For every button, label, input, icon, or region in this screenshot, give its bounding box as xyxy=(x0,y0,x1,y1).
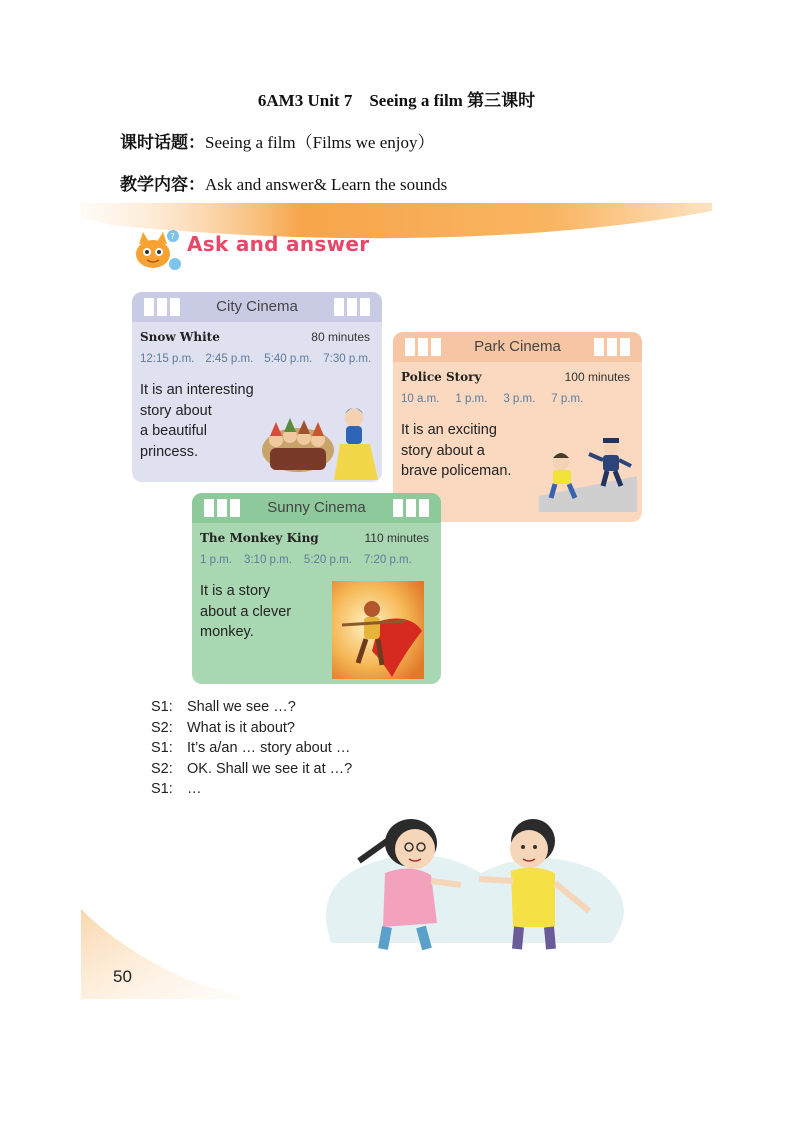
desc-line: a beautiful xyxy=(140,423,207,439)
showtime: 1 p.m. xyxy=(455,393,488,405)
showtime: 5:40 p.m. xyxy=(264,353,313,365)
cinema-name: City Cinema xyxy=(216,298,298,315)
showtime: 3 p.m. xyxy=(503,393,536,405)
dialogue-text: … xyxy=(187,781,202,797)
dialogue-line xyxy=(151,697,352,718)
dialogue-line xyxy=(151,759,352,780)
cinema-name: Sunny Cinema xyxy=(267,499,366,516)
desc-line: It is a story xyxy=(200,583,271,599)
dialogue-line xyxy=(151,738,352,759)
showtime: 7 p.m. xyxy=(551,393,584,405)
showtime: 1 p.m. xyxy=(200,554,232,566)
topic-value: Seeing a film（Films we enjoy） xyxy=(205,133,435,152)
desc-line: It is an exciting xyxy=(401,422,497,438)
desc-line: about a clever xyxy=(200,603,292,620)
film-description xyxy=(140,380,254,462)
monkey-king-picture xyxy=(332,581,424,679)
dialogue-text: Shall we see …? xyxy=(187,699,296,715)
film-description xyxy=(200,581,291,643)
desc-line: monkey. xyxy=(200,624,254,640)
dwarfs-picture xyxy=(262,400,380,482)
desc-line: It is an interesting xyxy=(140,382,254,398)
speaker-label: S1: xyxy=(151,740,173,756)
corner-gradient-decoration xyxy=(81,909,251,999)
film-title: Snow White xyxy=(140,330,220,344)
speaker-label: S2: xyxy=(151,719,173,736)
content-line xyxy=(120,170,447,195)
showtime: 2:45 p.m. xyxy=(205,353,254,365)
film-strip-icon xyxy=(393,499,429,517)
cinema-name: Park Cinema xyxy=(474,338,561,355)
cinema-card-sunny xyxy=(192,493,441,684)
dialogue-text: It’s a/an … story about … xyxy=(187,740,351,756)
film-strip-icon xyxy=(594,338,630,356)
dialogue-line xyxy=(151,779,352,800)
showtimes xyxy=(140,353,378,365)
showtime: 5:20 p.m. xyxy=(303,554,352,566)
dialogue-text: What is it about? xyxy=(187,719,295,736)
desc-line: princess. xyxy=(140,443,199,460)
topic-label: 课时话题： xyxy=(120,133,205,152)
speaker-label: S1: xyxy=(151,781,173,797)
children-talking-picture xyxy=(311,803,631,953)
content-value: Ask and answer& Learn the sounds xyxy=(205,175,448,194)
policeman-picture xyxy=(539,436,637,512)
svg-text:?: ? xyxy=(170,232,175,241)
film-title: The Monkey King xyxy=(200,531,319,545)
desc-line: story about xyxy=(140,402,212,419)
section-header xyxy=(131,228,411,276)
page-number: 50 xyxy=(113,967,132,986)
topic-line xyxy=(120,128,434,153)
film-title: Police Story xyxy=(401,370,482,384)
showtimes xyxy=(200,554,437,566)
mascot-cat-icon xyxy=(131,228,187,274)
speaker-label: S1: xyxy=(151,699,173,715)
cinema-card-city xyxy=(132,292,382,482)
showtime: 3:10 p.m. xyxy=(243,554,292,566)
speaker-label: S2: xyxy=(151,760,173,777)
desc-line: story about a xyxy=(401,442,485,459)
section-title: Ask and answer xyxy=(187,232,370,256)
film-description xyxy=(401,420,511,482)
desc-line: brave policeman. xyxy=(401,463,512,479)
dialogue xyxy=(151,697,352,800)
dialogue-text: OK. Shall we see it at …? xyxy=(187,760,353,777)
showtime: 7:30 p.m. xyxy=(323,353,372,365)
film-duration: 100 minutes xyxy=(564,370,630,384)
showtime: 7:20 p.m. xyxy=(363,554,412,566)
textbook-page xyxy=(81,203,712,999)
dialogue-line xyxy=(151,718,352,739)
document-title: 6AM3 Unit 7 Seeing a film 第三课时 xyxy=(257,91,536,110)
showtime: 10 a.m. xyxy=(401,393,440,405)
card-header xyxy=(132,292,382,322)
film-duration: 110 minutes xyxy=(364,531,429,545)
showtime: 12:15 p.m. xyxy=(140,353,195,365)
card-header xyxy=(192,493,441,523)
card-header xyxy=(393,332,642,362)
film-duration: 80 minutes xyxy=(311,330,370,344)
film-strip-icon xyxy=(334,298,370,316)
showtimes xyxy=(401,393,638,405)
content-label: 教学内容： xyxy=(120,175,205,194)
